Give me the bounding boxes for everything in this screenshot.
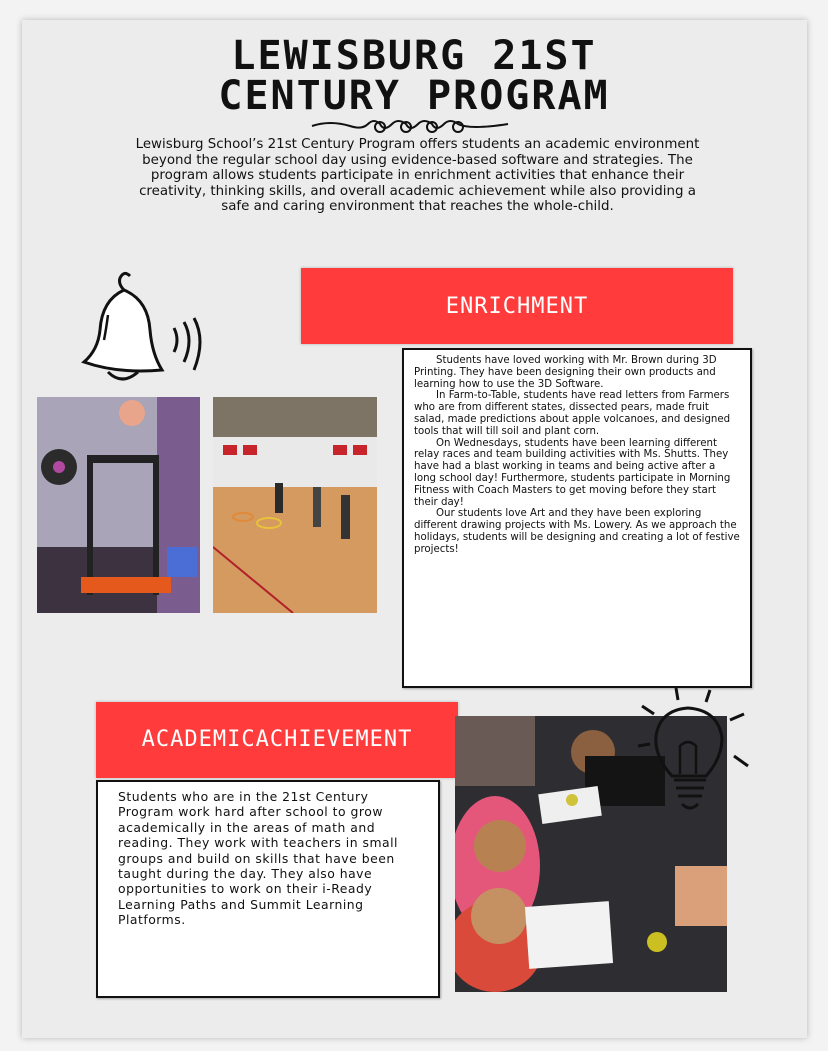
academic-paragraph: Students who are in the 21st Century Program work hard after school to grow academically in the areas of math and reading. They work with teachers in small groups and build on skills that have been taught during the day. They also have opportunities to work on their i-Ready Learning Paths and Summit Learning Platforms. [118, 789, 398, 928]
enrichment-text-box [402, 348, 752, 688]
intro-paragraph: Lewisburg School’s 21st Century Program offers students an academic environment beyond the regular school day using evidence-based software and strategies. The program allows students participate in enrichment activities that enhance their creativity, thinking skills, and overall academic achievement while also providing a safe and caring environment that reaches the whole-child. [135, 137, 700, 214]
title-line-2: CENTURY PROGRAM [218, 73, 610, 119]
swirl-divider-icon [310, 116, 510, 138]
bell-icon [78, 270, 208, 385]
title-line-1: LEWISBURG 21ST [231, 33, 597, 79]
academic-heading-line-2: ACHIEVEMENT [255, 727, 413, 752]
enrichment-paragraph-relay-races: On Wednesdays, students have been learning different relay races and team building activities with Ms. Shutts. They have had a blast working in teams and being active after a long school day! Furthermore, students participate in Morning Fitness with Coach Masters to get moving before they start their day! [414, 437, 731, 508]
enrichment-paragraph-art: Our students love Art and they have been exploring different drawing projects with Ms. Lowery. As we approach the holidays, students will be designing and creating a lot of festive projects! [414, 508, 740, 555]
3d-printer-photo [37, 397, 200, 613]
gym-relay-photo [213, 397, 377, 613]
enrichment-heading: ENRICHMENT [301, 268, 733, 344]
enrichment-paragraph-3d-printing: Students have loved working with Mr. Brown during 3D Printing. They have been designing their own products and learning how to use the 3D Software. [414, 355, 717, 390]
enrichment-paragraph-farm-to-table: In Farm-to-Table, students have read letters from Farmers who are from different states, dissected pears, made fruit salad, made predictions about apple volcanoes, and designed tools that will till soil and plant corn. [414, 390, 731, 437]
page-title [0, 33, 828, 119]
academic-heading-line-1: ACADEMIC [141, 727, 256, 752]
academic-achievement-heading [96, 702, 458, 778]
academic-text-box [96, 780, 440, 998]
lightbulb-icon [636, 686, 752, 816]
